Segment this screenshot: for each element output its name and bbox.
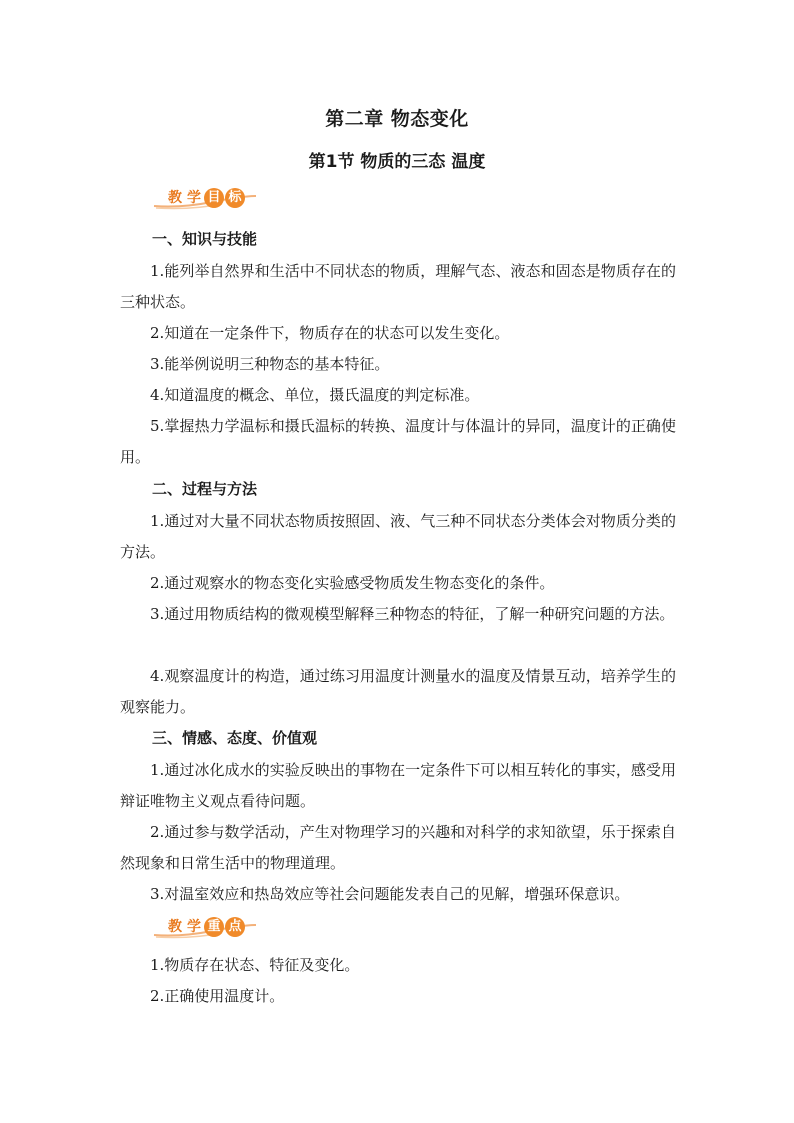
sec2-item-2: 2.通过观察水的物态变化实验感受物质发生物态变化的条件。 [150, 574, 555, 592]
teaching-focus-badge [152, 915, 256, 939]
sec2-heading: 二、过程与方法 [152, 480, 258, 498]
badge-char-circle: 标 [225, 188, 245, 208]
sec1-heading: 一、知识与技能 [152, 230, 258, 248]
badge-char: 教 [168, 919, 182, 935]
sec1-item-5: 5.掌握热力学温标和摄氏温标的转换、温度计与体温计的异同，温度计的正确使用。 [120, 417, 676, 466]
sec2-item-4: 4.观察温度计的构造，通过练习用温度计测量水的温度及情景互动，培养学生的观察能力。 [120, 667, 676, 716]
sec3-item-2: 2.通过参与数学活动，产生对物理学习的兴趣和对科学的求知欲望，乐于探索自然现象和日常生活中的物理道理。 [120, 823, 676, 872]
teaching-goals-badge [152, 186, 256, 210]
sec3-item-1: 1.通过冰化成水的实验反映出的事物在一定条件下可以相互转化的事实，感受用辩证唯物主义观点看待问题。 [120, 761, 676, 810]
focus-item-2: 2.正确使用温度计。 [150, 987, 285, 1005]
sec1-item-1: 1.能列举自然界和生活中不同状态的物质，理解气态、液态和固态是物质存在的三种状态。 [120, 262, 676, 311]
badge-char-circle: 重 [204, 917, 224, 937]
sec3-heading: 三、情感、态度、价值观 [152, 729, 318, 747]
badge-char: 教 [168, 190, 182, 206]
sec1-item-2: 2.知道在一定条件下，物质存在的状态可以发生变化。 [150, 324, 510, 342]
badge-char: 学 [187, 919, 201, 935]
sec2-item-1: 1.通过对大量不同状态物质按照固、液、气三种不同状态分类体会对物质分类的方法。 [120, 512, 676, 561]
badge-char-circle: 点 [225, 917, 245, 937]
sec1-item-4: 4.知道温度的概念、单位，摄氏温度的判定标准。 [150, 386, 480, 404]
badge-char: 学 [187, 190, 201, 206]
sec2-item-3: 3.通过用物质结构的微观模型解释三种物态的特征，了解一种研究问题的方法。 [150, 605, 675, 623]
section-title: 第1节 物质的三态 温度 [308, 152, 486, 172]
sec3-item-3: 3.对温室效应和热岛效应等社会问题能发表自己的见解，增强环保意识。 [150, 885, 630, 903]
focus-item-1: 1.物质存在状态、特征及变化。 [150, 956, 360, 974]
chapter-title: 第二章 物态变化 [325, 108, 469, 130]
sec1-item-3: 3.能举例说明三种物态的基本特征。 [150, 355, 390, 373]
badge-char-circle: 目 [204, 188, 224, 208]
